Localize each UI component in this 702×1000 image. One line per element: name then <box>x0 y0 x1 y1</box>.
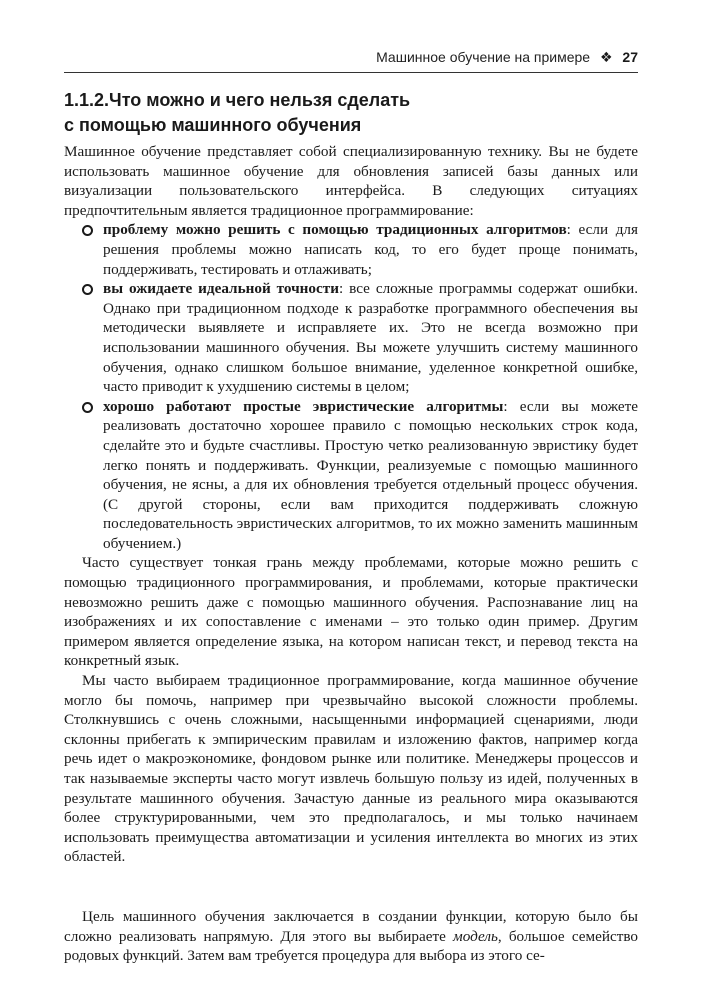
bullet-text: : если для решения проблемы можно написать код, то его будет проще понимать, поддерживать, тестировать и отлаживать; <box>103 221 638 278</box>
section-title-line1: Что можно и чего нельзя сделать <box>109 90 411 110</box>
section-heading <box>64 88 638 138</box>
page-body <box>64 88 638 966</box>
circle-bullet-icon <box>82 284 93 295</box>
paragraph-4-after: , большое семейство родовых функций. Затем вам требуется процедура для выбора из этого се- <box>64 927 639 965</box>
circle-bullet-icon <box>82 402 93 413</box>
list-item <box>64 279 638 397</box>
vertical-gap <box>64 867 638 907</box>
running-title: Машинное обучение на примере <box>376 49 591 65</box>
bullet-lead: хорошо работают простые эвристические алгоритмы <box>103 397 504 415</box>
circle-bullet-icon <box>82 225 93 236</box>
paragraph-2: Часто существует тонкая грань между проблемами, которые можно решить с помощью традиционного программирования, и проблемами, которые практически невозможно решить даже с помощью машинного обучения. Распознавание лиц на изображениях и их сопоставление с именами – это только один пример. Другим примером является определение языка, на котором написан текст, и перевод текста на конкретный язык. <box>64 554 638 670</box>
bullet-text: : если вы можете реализовать достаточно хорошее правило с помощью нескольких строк кода, сделайте это и будьте счастливы. Простую четко реализованную эвристику будет легко понять и поддерживать. Функции, реализуемые с помощью машинного обучения, не ясны, а для их обновления требуется отдельный процесс обучения. (С другой стороны, если вам приходится поддерживать сложную последовательность эвристических алгоритмов, то их можно заменить машинным обучением.) <box>103 397 638 552</box>
page-number: 27 <box>622 49 638 65</box>
bullet-lead: вы ожидаете идеальной точности <box>103 280 339 298</box>
bullet-list <box>64 220 638 553</box>
paragraph-4-before: Цель машинного обучения заключается в создании функции, которую было бы сложно реализовать напрямую. Для этого вы выбираете <box>64 907 638 945</box>
paragraph-4-italic-term: модель <box>453 927 498 945</box>
intro-paragraph: Машинное обучение представляет собой специализированную технику. Вы не будете использовать машинное обучение для обновления записей базы данных или визуализации пользовательского интерфейса. В следующих ситуациях предпочтительным является традиционное программирование: <box>64 143 638 219</box>
running-header <box>64 44 638 73</box>
bullet-text: : все сложные программы содержат ошибки. Однако при традиционном подходе к разработке программного обеспечения вы методически выявляете и исправляете их. Это не всегда возможно при использовании машинного обучения. Вы можете улучшить систему машинного обучения, однако слишком большое внимание, уделенное конкретной ошибке, часто приводит к ухудшению системы в целом; <box>103 280 638 396</box>
bullet-lead: проблему можно решить с помощью традиционных алгоритмов <box>103 221 567 239</box>
section-number: 1.1.2. <box>64 90 110 110</box>
list-item <box>64 220 638 279</box>
ornament-icon: ❖ <box>599 49 613 65</box>
paragraph-3: Мы часто выбираем традиционное программирование, когда машинное обучение могло бы помочь, например при чрезвычайно высокой сложности проблемы. Столкнувшись с очень сложными, насыщенными информацией сценариями, люди склонны прибегать к эмпирическим правилам и изложению фактов, например когда речь идет о макроэкономике, фондовом рынке или политике. Менеджеры процессов и так называемые эксперты часто могут извлечь большую пользу из идей, полученных в результате машинного обучения. Зачастую данные из реального мира оказываются более структурированными, чем это предполагалось, и мы только начинаем использовать преимущества автоматизации и усиления интеллекта во многих из этих областей. <box>64 672 638 866</box>
paragraph-4 <box>64 907 638 966</box>
section-title-line2: с помощью машинного обучения <box>64 115 362 135</box>
list-item <box>64 397 638 554</box>
